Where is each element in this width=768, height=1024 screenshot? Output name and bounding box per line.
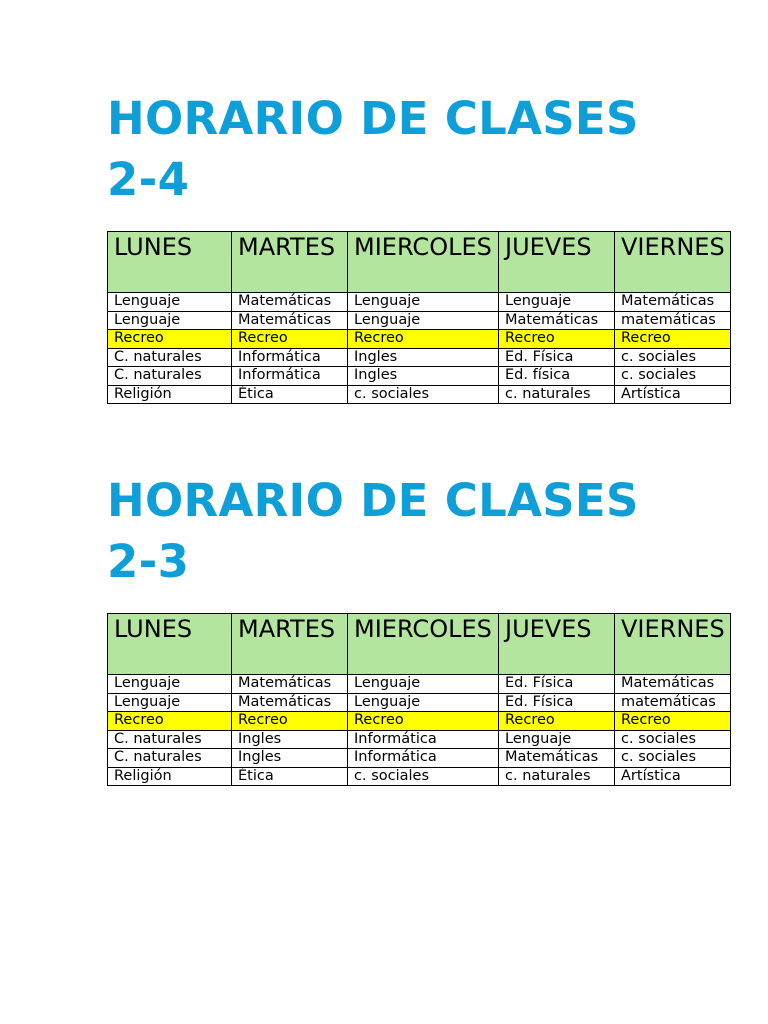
table-row [108, 367, 731, 386]
table-cell: Matemáticas [232, 293, 348, 312]
break-row [108, 712, 731, 731]
schedule-section-2-3 [107, 470, 730, 786]
table-cell: Matemáticas [499, 749, 615, 768]
schedule-title [107, 88, 730, 210]
table-cell: Ingles [232, 749, 348, 768]
table-cell: Artística [615, 385, 731, 404]
table-cell: Lenguaje [499, 730, 615, 749]
table-cell: Informática [232, 348, 348, 367]
table-cell: Matemáticas [232, 311, 348, 330]
table-cell: Ingles [232, 730, 348, 749]
day-header-tuesday: MARTES [232, 232, 348, 293]
table-cell: Ed. física [499, 367, 615, 386]
table-row [108, 749, 731, 768]
table-cell: Recreo [232, 712, 348, 731]
table-cell: Recreo [615, 330, 731, 349]
day-header-thursday: JUEVES [499, 614, 615, 675]
table-cell: matemáticas [615, 311, 731, 330]
day-header-tuesday: MARTES [232, 614, 348, 675]
schedule-table [107, 231, 731, 404]
table-cell: Recreo [348, 330, 499, 349]
table-cell: C. naturales [108, 367, 232, 386]
table-cell: Recreo [615, 712, 731, 731]
table-cell: Matemáticas [615, 675, 731, 694]
day-header-friday: VIERNES [615, 232, 731, 293]
day-header-monday: LUNES [108, 232, 232, 293]
table-cell: Lenguaje [348, 675, 499, 694]
day-header-monday: LUNES [108, 614, 232, 675]
schedule-section-2-4 [107, 88, 730, 404]
table-cell: Ingles [348, 348, 499, 367]
table-cell: c. naturales [499, 767, 615, 786]
table-row [108, 767, 731, 786]
table-cell: Religión [108, 385, 232, 404]
table-cell: c. sociales [348, 767, 499, 786]
title-line-1: HORARIO DE CLASES [107, 92, 639, 145]
table-cell: c. sociales [615, 348, 731, 367]
table-cell: c. naturales [499, 385, 615, 404]
table-cell: Recreo [348, 712, 499, 731]
day-header-friday: VIERNES [615, 614, 731, 675]
table-row [108, 293, 731, 312]
header-row [108, 232, 731, 293]
table-cell: c. sociales [615, 367, 731, 386]
table-cell: Recreo [108, 330, 232, 349]
table-cell: Lenguaje [108, 293, 232, 312]
table-cell: Ética [232, 767, 348, 786]
table-cell: C. naturales [108, 730, 232, 749]
table-row [108, 693, 731, 712]
schedule-title [107, 470, 730, 592]
table-cell: Recreo [499, 330, 615, 349]
table-cell: Lenguaje [348, 293, 499, 312]
table-cell: Ed. Física [499, 675, 615, 694]
table-cell: Recreo [232, 330, 348, 349]
table-cell: Artística [615, 767, 731, 786]
table-cell: Matemáticas [499, 311, 615, 330]
table-cell: Ed. Física [499, 693, 615, 712]
schedule-table [107, 613, 731, 786]
table-cell: Matemáticas [615, 293, 731, 312]
table-cell: Ed. Física [499, 348, 615, 367]
table-cell: Informática [348, 730, 499, 749]
table-cell: Lenguaje [348, 693, 499, 712]
table-cell: Ética [232, 385, 348, 404]
title-line-1: HORARIO DE CLASES [107, 474, 639, 527]
table-cell: c. sociales [615, 730, 731, 749]
table-cell: c. sociales [348, 385, 499, 404]
table-cell: Informática [348, 749, 499, 768]
header-row [108, 614, 731, 675]
table-cell: Lenguaje [108, 675, 232, 694]
break-row [108, 330, 731, 349]
table-row [108, 675, 731, 694]
table-cell: Matemáticas [232, 675, 348, 694]
table-cell: c. sociales [615, 749, 731, 768]
day-header-wednesday: MIERCOLES [348, 614, 499, 675]
table-cell: Lenguaje [108, 311, 232, 330]
table-row [108, 385, 731, 404]
table-cell: C. naturales [108, 348, 232, 367]
table-row [108, 730, 731, 749]
day-header-thursday: JUEVES [499, 232, 615, 293]
table-row [108, 311, 731, 330]
table-cell: Informática [232, 367, 348, 386]
table-cell: matemáticas [615, 693, 731, 712]
table-cell: C. naturales [108, 749, 232, 768]
table-cell: Religión [108, 767, 232, 786]
table-row [108, 348, 731, 367]
title-line-2: 2-4 [107, 153, 190, 206]
table-cell: Lenguaje [499, 293, 615, 312]
table-cell: Recreo [108, 712, 232, 731]
day-header-wednesday: MIERCOLES [348, 232, 499, 293]
table-cell: Recreo [499, 712, 615, 731]
title-line-2: 2-3 [107, 535, 190, 588]
table-cell: Lenguaje [108, 693, 232, 712]
table-cell: Lenguaje [348, 311, 499, 330]
table-cell: Matemáticas [232, 693, 348, 712]
table-cell: Ingles [348, 367, 499, 386]
